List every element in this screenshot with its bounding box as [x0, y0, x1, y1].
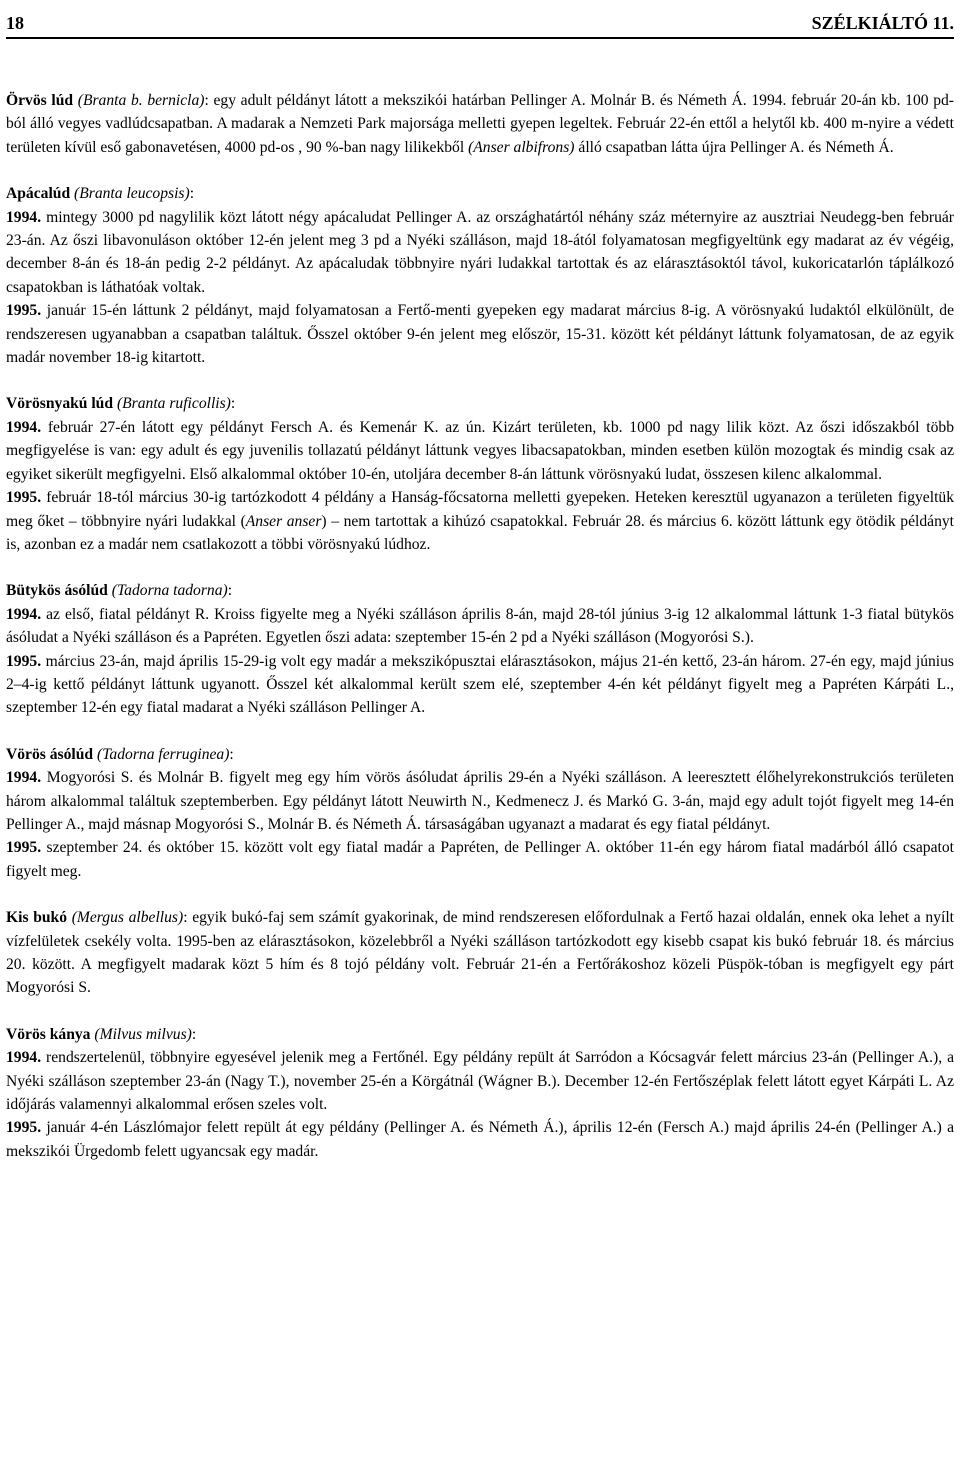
latin-name: (Mergus albellus): [71, 909, 184, 927]
year-paragraph: [6, 206, 954, 300]
text-run: mintegy 3000 pd nagylilik közt látott négy apácaludat Pellinger A. az országhatártól néhány száz méternyire az ausztriai Neudegg-ben február 23-án. Az őszi libavonuláson október 12-én jelent meg 3 pd a Nyéki szálláson, majd 18-ától folyamatosan megfigyeltünk egy madarat az év végéig, december 8-án és 18-án pedig 2-2 példányt. Az apácaludak többnyire nyári ludakkal tartottak és az elárasztásoktól távol, kukoricatarlón táplálkozó csapatokban is láthatóak voltak.: [6, 208, 954, 296]
year-paragraph: [6, 486, 954, 556]
latin-name: (Tadorna ferruginea): [97, 745, 230, 763]
bold-text: Vörös kánya: [6, 1025, 91, 1043]
bold-text: Bütykös ásólúd: [6, 582, 108, 600]
latin-name: (Branta leucopsis): [74, 185, 190, 203]
text-run: :: [189, 185, 195, 203]
bold-text: 1994.: [6, 418, 42, 436]
year-paragraph: [6, 836, 954, 883]
species-heading-paragraph: [6, 743, 954, 766]
text-run: rendszertelenül, többnyire egyesével jelenik meg a Fertőnél. Egy példány repült át Sarródon a Kócsagvár felett március 23-án (Pellinger A.), a Nyéki szálláson szeptember 23-án (Nagy T.), november 25-én a Körgátnál (Wágner B.). December 12-én Fertőszéplak felett látott egyet Kárpáti L. Az időjárás valamennyi alkalommal erősen szeles volt.: [6, 1049, 954, 1114]
text-run: Mogyorósi S. és Molnár B. figyelt meg egy hím vörös ásóludat április 29-én a Nyéki szálláson. A leeresztett élőhelyrekonstrukciós területen három alkalommal találtuk szeptemberben. Egy példányt látott Neuwirth N., Kedmenecz J. és Markó G. 3-án, majd egy adult tojót figyelt meg 14-én Pellinger A., majd másnap Mogyorósi S., Molnár B. és Németh Á. társaságában ugyanazt a madarat és egy fiatal példányt.: [6, 769, 954, 833]
text-run: március 23-án, majd április 15-29-ig volt egy madár a mekszikópusztai elárasztásokon, május 21-én kettő, 23-án három. 27-én egy, majd június 2–4-ig kettő példányt láttunk ugyanott. Ősszel két alkalommal került szem elé, szeptember 4-én két példányt figyelt meg a Papréten Kárpáti L., szeptember 12-én egy fiatal madarat a Nyéki szálláson Pellinger A.: [6, 652, 954, 717]
text-run: :: [230, 395, 236, 413]
species-section: [6, 743, 954, 883]
species-heading-paragraph: [6, 392, 954, 415]
bold-text: Vörös ásólúd: [6, 745, 94, 763]
species-section: [6, 1023, 954, 1163]
text-run: február 18-tól március 30-ig tartózkodott 4 példány a Hanság-főcsatorna melletti gyepeken. Heteken keresztül ugyanazon a területen figyeltük meg őket – többnyire nyári ludakkal (: [6, 489, 954, 530]
latin-name: (Tadorna tadorna): [111, 582, 228, 600]
text-run: az első, fiatal példányt R. Kroiss figyelte meg a Nyéki szálláson április 8-án, majd 28-tól június 3-ig 12 alkalommal láttunk 1-3 fiatal bütykös ásóludat a Nyéki szálláson és a Papréten. Egyetlen őszi adata: szeptember 15-én 2 pd a Nyéki szálláson (Mogyorósi S.).: [6, 605, 954, 647]
document-body: [6, 89, 954, 1163]
bold-text: 1994.: [6, 1049, 42, 1067]
year-paragraph: [6, 650, 954, 720]
species-heading-paragraph: [6, 89, 954, 159]
text-run: :: [229, 745, 234, 763]
bold-text: 1994.: [6, 769, 42, 787]
text-run: ) – nem tartottak a kihúzó csapatokkal. Február 28. és március 6. között láttunk egy ötödik példányt is, azonban ez a madár nem csatlakozott a többi vörösnyakú lúdhoz.: [6, 512, 955, 553]
header-rule: [6, 37, 954, 39]
species-heading-paragraph: [6, 1023, 954, 1046]
text-run: február 27-én látott egy példányt Fersch A. és Kemenár K. az ún. Kizárt területen, kb. 1000 pd nagy lilik közt. Az őszi időszakból több megfigyelése is van: egy adult és egy juvenilis tollazatú példányt láttunk vegyes libacsapatokban, minden esetben külön mozogtak és mindig csak az egyiket sikerült megfigyelni. Első alkalommal október 10-én, utoljára december 8-án láttunk vörösnyakú ludat, összesen kilenc alkalommal.: [6, 418, 954, 483]
text-run: : egyik bukó-faj sem számít gyakorinak, de mind rendszeresen előfordulnak a Fertő hazai oldalán, ennek oka lehet a nyílt vízfelületek csekély volta. 1995-ben az elárasztásokon, közelebbről a Nyéki szálláson tartózkodott egy kisebb csapat kis bukó február 18. és március 20. között. A megfigyelt madarak közt 5 hím és 8 tojó példány volt. Február 21-én a Fertőrákoshoz közeli Püspök-tóban is megfigyelt egy párt Mogyorósi S.: [6, 909, 954, 997]
text-run: : egy adult példányt látott a mekszikói határban Pellinger A. Molnár B. és Németh Á. 1994. február 20-án kb. 100 pd-ból álló vegyes vadlúdcsapatban. A madarak a Nemzeti Park majorsága melletti gyepen legeltek. Február 22-én ettől a helytől kb. 400 m-nyire a védett területen kívül eső gabonavetésen, 4000 pd-os , 90 %-ban nagy lilikekből: [6, 92, 955, 156]
page-number: 18: [6, 13, 24, 33]
text-run: szeptember 24. és október 15. között volt egy fiatal madár a Papréten, de Pellinger A. október 11-én egy három fiatal madárból álló csapatot figyelt meg.: [6, 839, 954, 880]
bold-text: Kis bukó: [6, 909, 68, 927]
species-section: [6, 579, 954, 719]
species-heading-paragraph: [6, 906, 954, 1000]
bold-text: 1994.: [6, 208, 42, 226]
text-run: január 15-én láttunk 2 példányt, majd folyamatosan a Fertő-menti gyepeken egy madarat március 8-ig. A vörösnyakú ludaktól elkülönült, de rendszeresen ugyanabban a csapatban találtuk. Ősszel október 9-én jelent meg először, 15-31. között két példányt láttunk folyamatosan, de az egyik madár november 18-ig kitartott.: [6, 302, 954, 367]
bold-text: 1995.: [6, 489, 42, 507]
species-section: [6, 392, 954, 556]
bold-text: 1995.: [6, 1119, 42, 1137]
bold-text: Örvös lúd: [6, 92, 74, 109]
latin-name: (Branta ruficollis): [116, 395, 231, 413]
species-section: [6, 89, 954, 159]
text-run: :: [227, 582, 233, 600]
species-section: [6, 906, 954, 1000]
bold-text: 1994.: [6, 605, 42, 623]
bold-text: 1995.: [6, 652, 42, 670]
year-paragraph: [6, 1116, 954, 1163]
species-section: [6, 182, 954, 369]
publication-title: SZÉLKIÁLTÓ 11.: [811, 13, 954, 33]
text-run: január 4-én Lászlómajor felett repült át egy példány (Pellinger A. és Németh Á.), április 12-én (Fersch A.) majd április 24-én (Pellinger A.) a mekszikói Ürgedomb felett ugyancsak egy madár.: [6, 1119, 954, 1160]
text-run: álló csapatban látta újra Pellinger A. és Németh Á.: [574, 138, 894, 156]
year-paragraph: [6, 1046, 954, 1116]
bold-text: Apácalúd: [6, 185, 71, 203]
bold-text: 1995.: [6, 839, 42, 857]
year-paragraph: [6, 766, 954, 836]
text-run: :: [191, 1025, 197, 1043]
species-heading-paragraph: [6, 579, 954, 602]
page-header: [6, 0, 954, 34]
latin-name: (Anser albifrons): [468, 138, 575, 156]
latin-name: Anser anser: [245, 512, 322, 530]
species-heading-paragraph: [6, 182, 954, 205]
year-paragraph: [6, 416, 954, 486]
bold-text: Vörösnyakú lúd: [6, 395, 114, 413]
bold-text: 1995.: [6, 302, 42, 320]
latin-name: (Milvus milvus): [94, 1025, 192, 1043]
latin-name: (Branta b. bernicla): [77, 92, 205, 109]
year-paragraph: [6, 299, 954, 369]
year-paragraph: [6, 603, 954, 650]
